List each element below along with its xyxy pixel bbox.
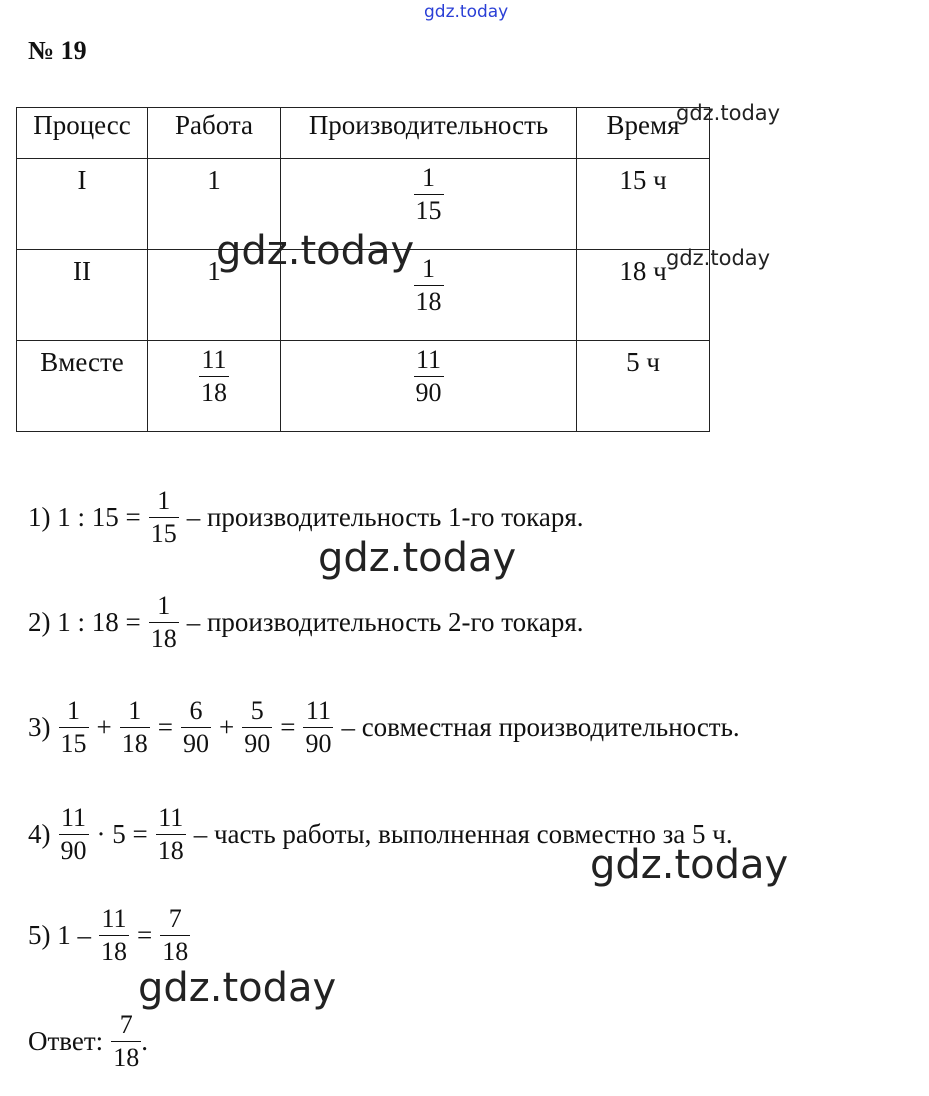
cell-time: 18 ч — [577, 250, 710, 341]
denominator: 15 — [415, 196, 442, 225]
numerator: 11 — [414, 347, 444, 377]
denominator: 90 — [182, 729, 209, 758]
cell-work: 1 — [148, 250, 281, 341]
cell-time: 5 ч — [577, 341, 710, 432]
numerator: 7 — [160, 906, 190, 936]
denominator: 90 — [60, 836, 87, 865]
operator: · 5 = — [96, 819, 148, 849]
operator: = — [157, 712, 173, 742]
table-row — [17, 250, 710, 341]
numerator: 7 — [111, 1012, 141, 1042]
denominator: 90 — [305, 729, 332, 758]
step-label: 4) — [28, 819, 51, 849]
watermark-big: gdz.today — [590, 842, 789, 888]
operator: = — [137, 920, 153, 950]
step-label: 5) 1 – — [28, 920, 91, 950]
denominator: 18 — [150, 624, 177, 653]
fraction — [303, 698, 333, 757]
denominator: 18 — [415, 287, 442, 316]
denominator: 18 — [162, 937, 189, 966]
numerator: 1 — [149, 488, 179, 518]
watermark-big: gdz.today — [318, 535, 517, 581]
step-suffix: – производительность 1-го токаря. — [186, 502, 584, 532]
cell-process: I — [17, 159, 148, 250]
answer-label: Ответ: — [28, 1026, 104, 1056]
denominator: 18 — [101, 937, 127, 966]
numerator: 1 — [120, 698, 150, 728]
denominator: 15 — [150, 519, 177, 548]
fraction — [199, 347, 229, 406]
header-productivity: Производительность — [281, 108, 577, 159]
table-header-row — [17, 108, 710, 159]
step-prefix: 1) 1 : 15 = — [28, 502, 141, 532]
numerator: 11 — [156, 805, 186, 835]
numerator: 1 — [414, 165, 444, 195]
numerator: 5 — [242, 698, 272, 728]
denominator: 18 — [201, 378, 227, 407]
header-work: Работа — [148, 108, 281, 159]
solution-step-4 — [28, 805, 733, 864]
fraction — [414, 165, 444, 224]
cell-productivity — [281, 159, 577, 250]
denominator: 18 — [157, 836, 184, 865]
numerator: 1 — [414, 256, 444, 286]
fraction — [111, 1012, 141, 1071]
operator: + — [96, 712, 112, 742]
solution-step-3 — [28, 698, 740, 757]
table-row — [17, 159, 710, 250]
numerator: 11 — [59, 805, 89, 835]
fraction — [149, 488, 179, 547]
fraction — [181, 698, 211, 757]
fraction — [59, 698, 89, 757]
header-time: Время — [577, 108, 710, 159]
fraction — [156, 805, 186, 864]
numerator: 11 — [199, 347, 229, 377]
step-suffix: – производительность 2-го токаря. — [186, 607, 584, 637]
fraction — [414, 256, 444, 315]
denominator: 90 — [244, 729, 271, 758]
fraction — [414, 347, 444, 406]
numerator: 11 — [99, 906, 129, 936]
fraction — [242, 698, 272, 757]
solution-step-1 — [28, 488, 584, 547]
watermark-big: gdz.today — [138, 965, 337, 1011]
cell-work — [148, 341, 281, 432]
step-label: 3) — [28, 712, 51, 742]
solution-step-5 — [28, 906, 190, 965]
process-table — [16, 107, 710, 432]
denominator: 90 — [415, 378, 442, 407]
answer — [28, 1012, 148, 1071]
numerator: 1 — [149, 593, 179, 623]
table-row — [17, 341, 710, 432]
denominator: 18 — [113, 1043, 140, 1072]
watermark-small: gdz.today — [676, 101, 781, 125]
cell-process: Вместе — [17, 341, 148, 432]
fraction — [59, 805, 89, 864]
cell-process: II — [17, 250, 148, 341]
problem-number: № 19 — [28, 36, 87, 65]
step-suffix: – совместная производительность. — [341, 712, 740, 742]
fraction — [160, 906, 190, 965]
header-process: Процесс — [17, 108, 148, 159]
step-prefix: 2) 1 : 18 = — [28, 607, 141, 637]
numerator: 6 — [181, 698, 211, 728]
numerator: 11 — [303, 698, 333, 728]
cell-productivity — [281, 250, 577, 341]
cell-productivity — [281, 341, 577, 432]
denominator: 15 — [60, 729, 87, 758]
fraction — [99, 906, 129, 965]
cell-time: 15 ч — [577, 159, 710, 250]
operator: = — [280, 712, 296, 742]
numerator: 1 — [59, 698, 89, 728]
fraction — [149, 593, 179, 652]
cell-work: 1 — [148, 159, 281, 250]
watermark-big: gdz.today — [216, 228, 415, 274]
answer-period: . — [141, 1026, 148, 1056]
step-suffix: – часть работы, выполненная совместно за 5 ч. — [193, 819, 733, 849]
solution-step-2 — [28, 593, 584, 652]
watermark-top: gdz.today — [424, 2, 509, 22]
fraction — [120, 698, 150, 757]
operator: + — [218, 712, 235, 742]
denominator: 18 — [121, 729, 148, 758]
watermark-small: gdz.today — [666, 246, 771, 270]
